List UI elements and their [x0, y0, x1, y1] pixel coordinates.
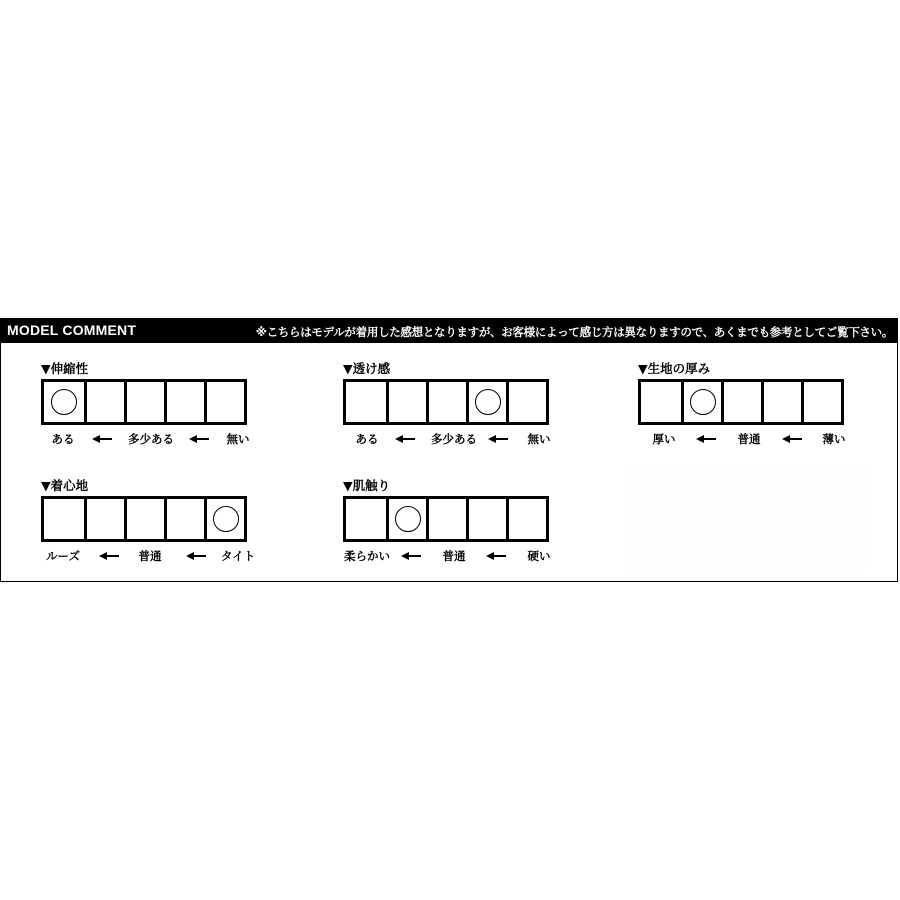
scale-mid-label: 普通 [737, 432, 761, 446]
selected-circle-icon [475, 389, 501, 415]
scale-left-label: ルーズ [46, 549, 80, 563]
scale-axis [343, 548, 561, 564]
rating-cell [164, 499, 204, 539]
left-arrow-icon [486, 551, 506, 561]
rating-cell [426, 382, 466, 422]
left-arrow-icon [186, 551, 206, 561]
selected-circle-icon [51, 389, 77, 415]
left-arrow-icon [696, 434, 716, 444]
rating-scale [343, 379, 549, 425]
rating-scale [638, 379, 844, 425]
rating-cell [761, 382, 801, 422]
selected-circle-icon [213, 506, 239, 532]
rating-cell [506, 382, 546, 422]
scale-axis [343, 431, 561, 447]
header-note: ※こちらはモデルが着用した感想となりますが、お客様によって感じ方は異なりますので、あくまでも参考としてご覧下さい。 [255, 325, 893, 339]
blank-area [626, 464, 866, 569]
rating-cell [641, 382, 681, 422]
rating-cell [124, 382, 164, 422]
scale-mid-label: 普通 [442, 549, 466, 563]
scale-right-label: 無い [527, 432, 551, 446]
scale-axis [41, 548, 259, 564]
scale-mid-label: 多少ある [431, 432, 477, 446]
metric-label: ▼着心地 [41, 478, 89, 493]
rating-cell [466, 382, 506, 422]
scale-mid-label: 普通 [138, 549, 162, 563]
rating-cell [801, 382, 841, 422]
rating-cell [84, 382, 124, 422]
rating-cell [466, 499, 506, 539]
header-title: MODEL COMMENT [7, 322, 137, 338]
scale-axis [638, 431, 856, 447]
rating-cell [386, 499, 426, 539]
rating-cell [681, 382, 721, 422]
left-arrow-icon [395, 434, 415, 444]
scale-right-label: タイト [220, 549, 256, 563]
rating-cell [204, 499, 244, 539]
left-arrow-icon [189, 434, 209, 444]
rating-scale [41, 496, 247, 542]
selected-circle-icon [690, 389, 716, 415]
rating-cell [346, 382, 386, 422]
scale-mid-label: 多少ある [128, 432, 174, 446]
selected-circle-icon [395, 506, 421, 532]
rating-scale [41, 379, 247, 425]
rating-cell [124, 499, 164, 539]
scale-left-label: 柔らかい [344, 549, 390, 563]
header-bar [1, 319, 897, 343]
rating-scale [343, 496, 549, 542]
left-arrow-icon [488, 434, 508, 444]
left-arrow-icon [99, 551, 119, 561]
rating-cell [426, 499, 466, 539]
scale-axis [41, 431, 259, 447]
rating-cell [386, 382, 426, 422]
rating-cell [44, 499, 84, 539]
left-arrow-icon [401, 551, 421, 561]
rating-cell [346, 499, 386, 539]
rating-cell [204, 382, 244, 422]
scale-right-label: 薄い [822, 432, 846, 446]
rating-cell [506, 499, 546, 539]
left-arrow-icon [782, 434, 802, 444]
model-comment-panel [0, 318, 898, 582]
scale-left-label: ある [51, 432, 75, 446]
rating-cell [164, 382, 204, 422]
metric-label: ▼透け感 [343, 361, 391, 376]
scale-left-label: 厚い [652, 432, 676, 446]
left-arrow-icon [92, 434, 112, 444]
scale-left-label: ある [355, 432, 379, 446]
rating-cell [721, 382, 761, 422]
metric-label: ▼生地の厚み [638, 361, 711, 376]
metric-label: ▼伸縮性 [41, 361, 89, 376]
rating-cell [84, 499, 124, 539]
scale-right-label: 硬い [527, 549, 551, 563]
scale-right-label: 無い [226, 432, 250, 446]
metric-label: ▼肌触り [343, 478, 391, 493]
rating-cell [44, 382, 84, 422]
